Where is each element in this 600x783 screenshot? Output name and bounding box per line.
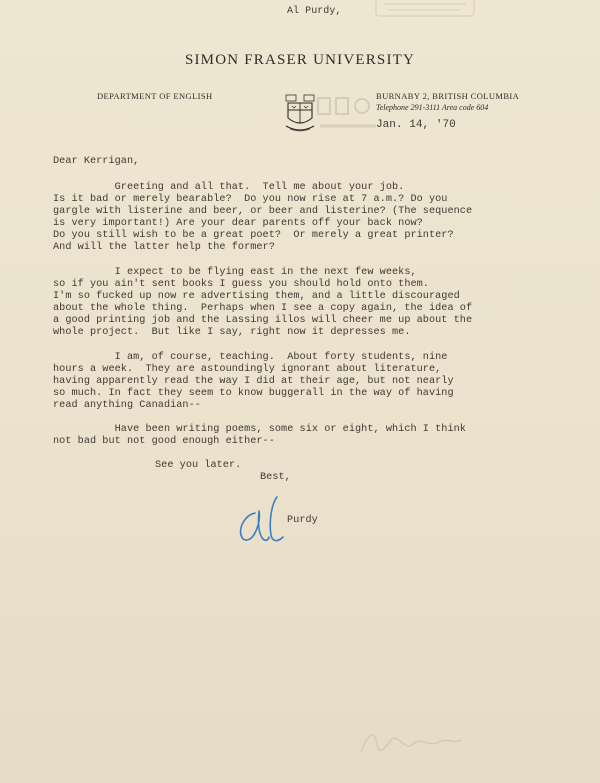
paragraph-line: a good printing job and the Lassing illos will cheer me up about the	[53, 315, 473, 326]
paragraph-line: so much. In fact they seem to know buggerall in the way of having	[53, 388, 454, 399]
paragraph-line: Is it bad or merely bearable? Do you now rise at 7 a.m.? Do you	[53, 194, 448, 205]
salutation: Dear Kerrigan,	[53, 156, 140, 167]
crest-icon	[283, 92, 317, 136]
paragraph-line: I am, of course, teaching. About forty students, nine	[53, 352, 448, 363]
paragraph-line: not bad but not good enough either--	[53, 436, 275, 447]
paragraph-line: whole project. But like I say, right now it depresses me.	[53, 327, 411, 338]
paragraph-line: is very important!) Are your dear parents off your back now?	[53, 218, 423, 229]
valediction: Best,	[260, 472, 291, 483]
paragraph-line: Have been writing poems, some six or eight, which I think	[53, 424, 466, 435]
paragraph-line: about the whole thing. Perhaps when I see a copy again, the idea of	[53, 303, 473, 314]
university-name: SIMON FRASER UNIVERSITY	[184, 52, 416, 68]
paragraph-line: read anything Canadian--	[53, 400, 201, 411]
paragraph-line: And will the latter help the former?	[53, 242, 275, 253]
paragraph-line: Greeting and all that. Tell me about your job.	[53, 182, 405, 193]
letter-date: Jan. 14, '70	[376, 119, 456, 131]
paragraph-line: gargle with listerine and beer, or beer and listerine? (The sequence	[53, 206, 473, 217]
faint-show-through-icon	[355, 722, 465, 762]
university-address: BURNABY 2, BRITISH COLUMBIA	[376, 91, 520, 101]
paragraph-line: Do you still wish to be a great poet? Or merely a great printer?	[53, 230, 454, 241]
telephone-line: Telephone 291-3111 Area code 604	[376, 103, 489, 112]
signature-name: Purdy	[287, 515, 318, 526]
paragraph-line: I'm so fucked up now re advertising them, and a little discouraged	[53, 291, 460, 302]
department-name: DEPARTMENT OF ENGLISH	[97, 91, 213, 101]
stamp-mark-icon	[370, 0, 480, 24]
paragraph-line: hours a week. They are astoundingly ignorant about literature,	[53, 364, 442, 375]
paragraph-line: having apparently read the way I did at their age, but not nearly	[53, 376, 454, 387]
typed-sender-name: Al Purdy,	[287, 6, 342, 17]
paragraph-line: so if you ain't sent books I guess you should hold onto them.	[53, 279, 429, 290]
closing-line: See you later.	[155, 460, 242, 471]
paragraph-line: I expect to be flying east in the next few weeks,	[53, 267, 417, 278]
